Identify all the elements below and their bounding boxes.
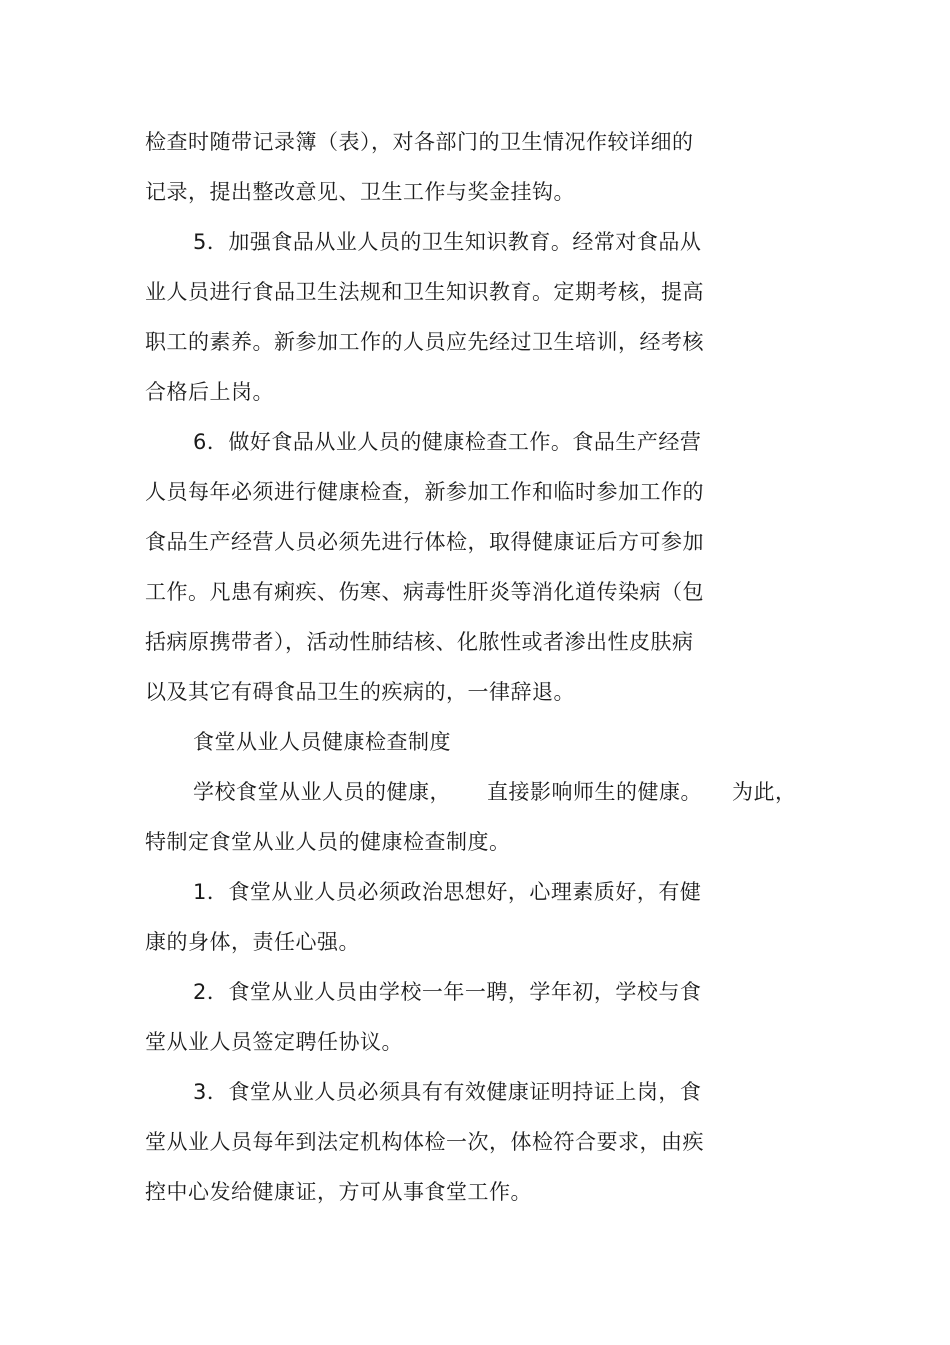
text-line: 控中心发给健康证，方可从事食堂工作。 — [145, 1180, 532, 1204]
text-line: 2．食堂从业人员由学校一年一聘，学年初，学校与食 — [193, 980, 702, 1004]
text-line: 1．食堂从业人员必须政治思想好，心理素质好，有健 — [193, 880, 702, 904]
text-segment: 直接影响师生的健康。 — [487, 780, 702, 804]
text-line: 括病原携带者），活动性肺结核、化脓性或者渗出性皮肤病 — [145, 630, 694, 654]
text-line: 以及其它有碍食品卫生的疾病的，一律辞退。 — [145, 680, 575, 704]
text-segment: 为此， — [732, 780, 797, 804]
text-line: 特制定食堂从业人员的健康检查制度。 — [145, 830, 511, 854]
text-line: 6．做好食品从业人员的健康检查工作。食品生产经营 — [193, 430, 702, 454]
text-line: 检查时随带记录簿（表），对各部门的卫生情况作较详细的 — [145, 130, 694, 154]
text-line: 合格后上岗。 — [145, 380, 274, 404]
text-line: 工作。凡患有痢疾、伤寒、病毒性肝炎等消化道传染病（包 — [145, 580, 704, 604]
text-line: 业人员进行食品卫生法规和卫生知识教育。定期考核，提高 — [145, 280, 704, 304]
text-line: 人员每年必须进行健康检查，新参加工作和临时参加工作的 — [145, 480, 704, 504]
text-line: 堂从业人员签定聘任协议。 — [145, 1030, 403, 1054]
text-line: 记录，提出整改意见、卫生工作与奖金挂钩。 — [145, 180, 575, 204]
text-segment: 学校食堂从业人员的健康， — [193, 780, 451, 804]
text-line: 堂从业人员每年到法定机构体检一次，体检符合要求，由疾 — [145, 1130, 704, 1154]
text-line: 职工的素养。新参加工作的人员应先经过卫生培训，经考核 — [145, 330, 704, 354]
text-line: 3．食堂从业人员必须具有有效健康证明持证上岗，食 — [193, 1080, 702, 1104]
text-line: 食品生产经营人员必须先进行体检，取得健康证后方可参加 — [145, 530, 704, 554]
text-line: 5．加强食品从业人员的卫生知识教育。经常对食品从 — [193, 230, 702, 254]
section-heading: 食堂从业人员健康检查制度 — [193, 730, 451, 754]
text-line: 康的身体，责任心强。 — [145, 930, 360, 954]
text-line — [193, 778, 797, 806]
